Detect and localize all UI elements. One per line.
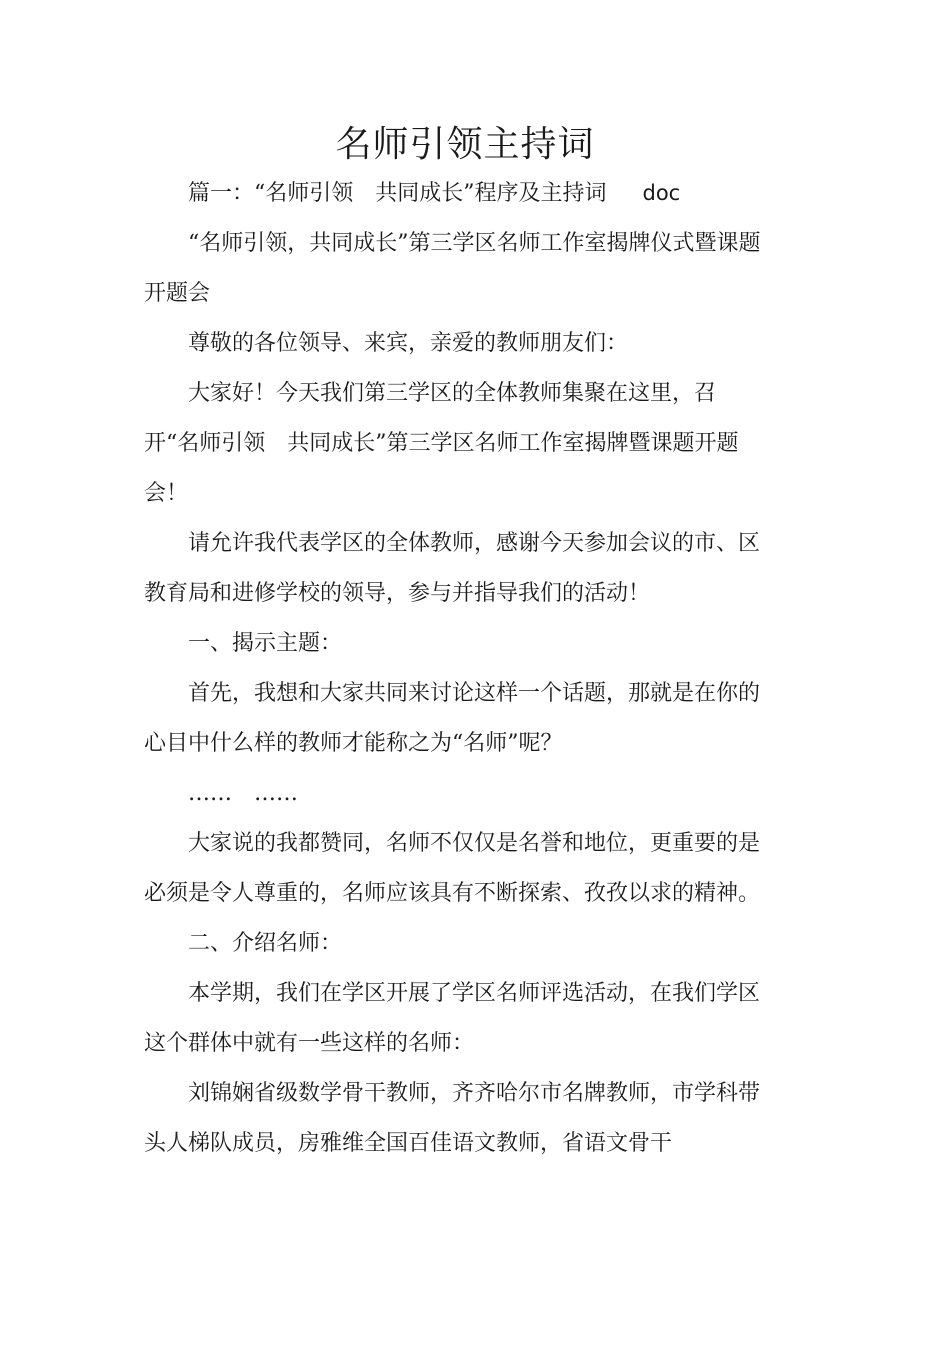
paragraph-heading-part-one bbox=[144, 168, 764, 219]
paragraph-ellipsis: …… …… bbox=[188, 781, 299, 806]
paragraph-question: 首先，我想和大家共同来讨论这样一个话题，那就是在你的心目中什么样的教师才能称之为“名师”呢？ bbox=[144, 681, 761, 756]
document-title: 名师引领主持词 bbox=[335, 124, 595, 165]
paragraph-thanks: 请允许我代表学区的全体教师，感谢今天参加会议的市、区教育局和进修学校的领导，参与并指导我们的活动！ bbox=[144, 531, 761, 606]
document-body bbox=[144, 168, 764, 1169]
section-heading-introduce: 二、介绍名师： bbox=[188, 931, 343, 956]
paragraph-opening: 大家好！今天我们第三学区的全体教师集聚在这里，召开“名师引领 共同成长”第三学区名师工作室揭牌暨课题开题会！ bbox=[144, 381, 739, 506]
paragraph-event-title: “名师引领，共同成长”第三学区名师工作室揭牌仪式暨课题开题会 bbox=[144, 231, 761, 306]
doc-suffix: doc bbox=[642, 181, 681, 205]
paragraph-agreement: 大家说的我都赞同，名师不仅仅是名誉和地位，更重要的是必须是令人尊重的，名师应该具有不断探索、孜孜以求的精神。 bbox=[144, 831, 761, 906]
paragraph-text: 篇一：“名师引领 共同成长”程序及主持词 bbox=[188, 181, 607, 206]
section-heading-theme: 一、揭示主题： bbox=[188, 631, 343, 656]
paragraph-salutation: 尊敬的各位领导、来宾，亲爱的教师朋友们： bbox=[188, 331, 629, 356]
paragraph-selection: 本学期，我们在学区开展了学区名师评选活动，在我们学区这个群体中就有一些这样的名师： bbox=[144, 981, 761, 1056]
paragraph-teachers: 刘锦娴省级数学骨干教师，齐齐哈尔市名牌教师，市学科带头人梯队成员，房雅维全国百佳语文教师，省语文骨干 bbox=[144, 1081, 761, 1156]
